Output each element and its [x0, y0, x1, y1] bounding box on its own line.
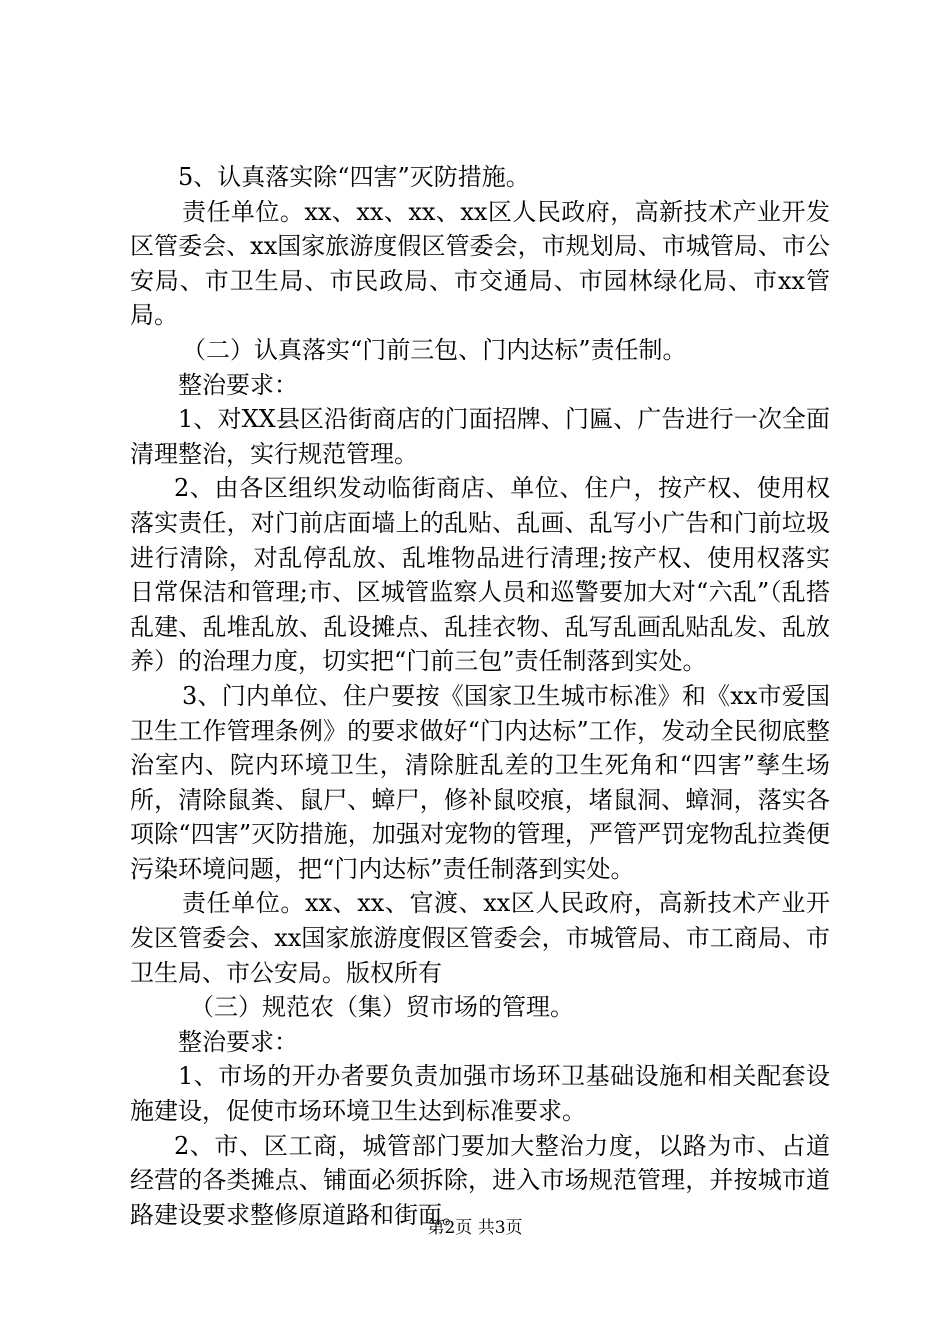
paragraph-responsible-units-1: 责任单位。xx、xx、xx、xx区人民政府，高新技术产业开发区管委会、xx国家旅游度假区管委会，市规划局、市城管局、市公安局、市卫生局、市民政局、市交通局、市园林绿化局、市xx管局。 — [130, 197, 830, 330]
paragraph-item-5-heading: 5、认真落实除“四害”灭防措施。 — [178, 163, 530, 191]
paragraph-requirement-3: 3、门内单位、住户要按《国家卫生城市标准》和《xx市爱国卫生工作管理条例》的要求做好“门内达标”工作，发动全民彻底整治室内、院内环境卫生，清除脏乱差的卫生死角和“四害”孳生场所，清除鼠粪、鼠尸、蟑尸，修补鼠咬痕，堵鼠洞、蟑洞，落实各项除“四害”灭防措施，加强对宠物的管理，严管严罚宠物乱拉粪便污染环境问题，把“门内达标”责任制落到实处。 — [130, 681, 830, 883]
paragraph-requirement-2: 2、由各区组织发动临街商店、单位、住户，按产权、使用权落实责任，对门前店面墙上的乱贴、乱画、乱写小广告和门前垃圾进行清除，对乱停乱放、乱堆物品进行清理;按产权、使用权落实日常保洁和管理;市、区城管监察人员和巡警要加大对“六乱”（乱搭乱建、乱堆乱放、乱设摊点、乱挂衣物、乱写乱画乱贴乱发、乱放养）的治理力度，切实把“门前三包”责任制落到实处。 — [130, 474, 830, 676]
page-footer — [0, 1213, 950, 1238]
paragraph-section-2-heading: （二）认真落实“门前三包、门内达标”责任制。 — [182, 335, 687, 364]
paragraph-requirements-label-1: 整治要求： — [178, 370, 298, 399]
paragraph-market-requirement-1: 1、市场的开办者要负责加强市场环卫基础设施和相关配套设施建设，促使市场环境卫生达到标准要求。 — [130, 1062, 830, 1126]
paragraph-market-requirement-2: 2、市、区工商，城管部门要加大整治力度，以路为市、占道经营的各类摊点、铺面必须拆除，进入市场规范管理，并按城市道路建设要求整修原道路和街面。 — [130, 1131, 830, 1229]
paragraph-requirement-1: 1、对XX县区沿街商店的门面招牌、门匾、广告进行一次全面清理整治，实行规范管理。 — [130, 405, 830, 468]
paragraph-section-3-heading: （三）规范农（集）贸市场的管理。 — [190, 993, 574, 1022]
paragraph-requirements-label-2: 整治要求： — [178, 1027, 298, 1056]
document-body — [130, 160, 830, 1232]
paragraph-responsible-units-2: 责任单位。xx、xx、官渡、xx区人民政府，高新技术产业开发区管委会、xx国家旅游度假区管委会，市城管局、市工商局、市卫生局、市公安局。版权所有 — [130, 889, 830, 987]
page-number-label: 第2页 共3页 — [427, 1218, 523, 1238]
